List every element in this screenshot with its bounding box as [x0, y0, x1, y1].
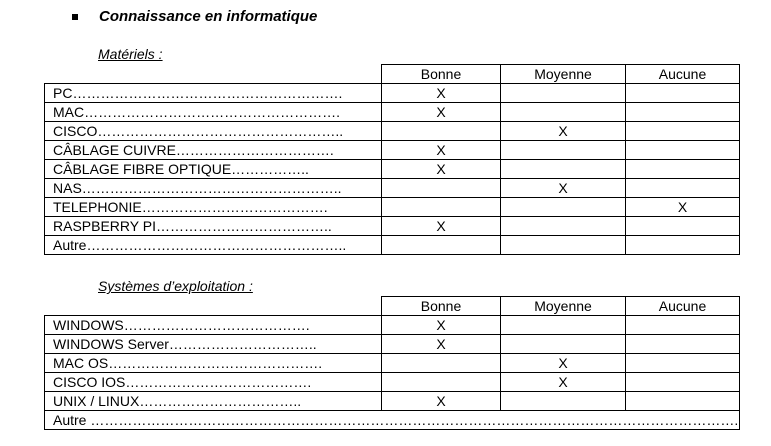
- rating-cell-moyenne[interactable]: X: [501, 179, 626, 198]
- table-header-row: [45, 297, 740, 316]
- rating-cell-aucune[interactable]: [626, 122, 740, 141]
- rating-cell-bonne[interactable]: X: [382, 160, 501, 179]
- table-row: [45, 236, 740, 255]
- rating-cell-moyenne[interactable]: [501, 316, 626, 335]
- header-blank: [45, 297, 382, 316]
- rating-cell-aucune[interactable]: [626, 236, 740, 255]
- rating-cell-moyenne[interactable]: [501, 392, 626, 411]
- rating-cell-bonne[interactable]: X: [382, 217, 501, 236]
- table-row: [45, 103, 740, 122]
- column-header-moyenne: Moyenne: [501, 65, 626, 84]
- column-header-aucune: Aucune: [626, 65, 740, 84]
- rating-cell-moyenne[interactable]: X: [501, 373, 626, 392]
- table-row: [45, 392, 740, 411]
- row-label: RASPBERRY PI………………………………..: [45, 217, 382, 236]
- rating-cell-bonne[interactable]: X: [382, 84, 501, 103]
- rating-cell-aucune[interactable]: [626, 392, 740, 411]
- rating-cell-bonne[interactable]: X: [382, 392, 501, 411]
- row-label: PC………………………………………………….: [45, 84, 382, 103]
- row-label: CISCO……………………………………………..: [45, 122, 382, 141]
- rating-cell-bonne[interactable]: [382, 179, 501, 198]
- rating-cell-bonne[interactable]: [382, 236, 501, 255]
- materiels-table: [44, 64, 740, 255]
- rating-cell-bonne[interactable]: X: [382, 103, 501, 122]
- rating-cell-aucune[interactable]: X: [626, 198, 740, 217]
- header-blank: [45, 65, 382, 84]
- rating-cell-moyenne[interactable]: X: [501, 122, 626, 141]
- table-header-row: [45, 65, 740, 84]
- section-title: Connaissance en informatique: [99, 8, 318, 25]
- row-label: TELEPHONIE………………………………….: [45, 198, 382, 217]
- rating-cell-moyenne[interactable]: [501, 160, 626, 179]
- bullet-icon: [72, 14, 78, 20]
- materiels-title: Matériels :: [98, 46, 163, 62]
- column-header-moyenne: Moyenne: [501, 297, 626, 316]
- row-label: MAC OS……………………………………….: [45, 354, 382, 373]
- table-row: [45, 179, 740, 198]
- rating-cell-moyenne[interactable]: [501, 103, 626, 122]
- column-header-aucune: Aucune: [626, 297, 740, 316]
- rating-cell-aucune[interactable]: [626, 160, 740, 179]
- rating-cell-moyenne[interactable]: [501, 141, 626, 160]
- row-label: WINDOWS………………………………….: [45, 316, 382, 335]
- rating-cell-moyenne[interactable]: [501, 236, 626, 255]
- rating-cell-bonne[interactable]: X: [382, 141, 501, 160]
- row-label: NAS………………………………………………..: [45, 179, 382, 198]
- row-label: WINDOWS Server…………………………..: [45, 335, 382, 354]
- row-label: CÂBLAGE CUIVRE…………………………….: [45, 141, 382, 160]
- row-label: UNIX / LINUX……………………………..: [45, 392, 382, 411]
- column-header-bonne: Bonne: [382, 297, 501, 316]
- rating-cell-aucune[interactable]: [626, 354, 740, 373]
- rating-cell-moyenne[interactable]: [501, 84, 626, 103]
- row-label: CISCO IOS………………………………….: [45, 373, 382, 392]
- table-row: [45, 141, 740, 160]
- table-row: [45, 354, 740, 373]
- rating-cell-bonne[interactable]: X: [382, 316, 501, 335]
- table-row: [45, 122, 740, 141]
- table-row: [45, 316, 740, 335]
- rating-cell-moyenne[interactable]: [501, 335, 626, 354]
- rating-cell-bonne[interactable]: [382, 354, 501, 373]
- rating-cell-moyenne[interactable]: X: [501, 354, 626, 373]
- rating-cell-aucune[interactable]: [626, 335, 740, 354]
- rating-cell-aucune[interactable]: [626, 316, 740, 335]
- rating-cell-moyenne[interactable]: [501, 217, 626, 236]
- rating-cell-aucune[interactable]: [626, 141, 740, 160]
- rating-cell-bonne[interactable]: [382, 198, 501, 217]
- rating-cell-bonne[interactable]: [382, 373, 501, 392]
- section-heading: [72, 8, 317, 25]
- rating-cell-moyenne[interactable]: [501, 198, 626, 217]
- table-row: [45, 373, 740, 392]
- rating-cell-aucune[interactable]: [626, 103, 740, 122]
- systemes-title: Systèmes d’exploitation :: [98, 278, 253, 294]
- table-row: [45, 217, 740, 236]
- table-row: [45, 160, 740, 179]
- rating-cell-aucune[interactable]: [626, 373, 740, 392]
- rating-cell-aucune[interactable]: [626, 217, 740, 236]
- row-label: CÂBLAGE FIBRE OPTIQUE……………..: [45, 160, 382, 179]
- rating-cell-bonne[interactable]: X: [382, 335, 501, 354]
- table-row: [45, 84, 740, 103]
- rating-cell-bonne[interactable]: [382, 122, 501, 141]
- rating-cell-aucune[interactable]: [626, 179, 740, 198]
- systemes-table: [44, 296, 740, 430]
- rating-cell-aucune[interactable]: [626, 84, 740, 103]
- table-row: [45, 335, 740, 354]
- row-label: MAC……………………………………………….: [45, 103, 382, 122]
- other-field[interactable]: Autre ………………………………………………………………………………………………………………………….: [45, 411, 740, 430]
- table-row: [45, 198, 740, 217]
- table-row-autre: [45, 411, 740, 430]
- row-label: Autre………………………………………………..: [45, 236, 382, 255]
- column-header-bonne: Bonne: [382, 65, 501, 84]
